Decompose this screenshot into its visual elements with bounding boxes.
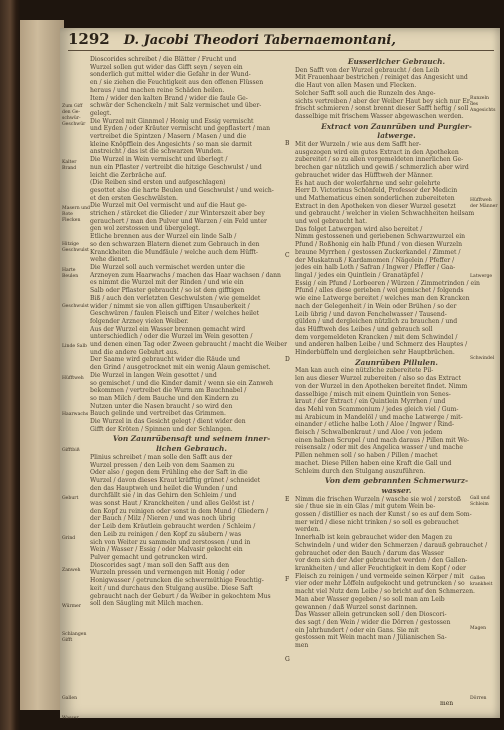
text-line: Honigwasser / getruncken die schwermüthige Feuchtig- [90, 577, 264, 585]
text-line: frischt schmieren / sonst brennt dieser Safft heftig / soll [295, 105, 469, 113]
text-line: Schwindeln / und wider den Schmerzen / darauß gebrauchet / [295, 541, 488, 549]
text-line: Nimm gestossenen und geriebenen Schwarzwurzel ein [295, 233, 466, 241]
section-heading: Von Zaunrübensaft und seinem inner- [112, 434, 271, 444]
text-line: Aus der Wurzel ein Wasser brennen gemacht wird [90, 325, 246, 333]
page-header [68, 30, 494, 52]
text-line: Den Safft von der Wurzel gebraucht / den Leib [295, 66, 440, 74]
text-line: Mit Frauenhaar bestrichen / reiniget das Angesicht und [295, 74, 468, 82]
margin-note: Wasser [62, 716, 79, 721]
text-line: soll den Säugling mit Milch machen. [90, 600, 204, 608]
text-line: nun ein Pflaster / vertreibt die hitzige Geschwulst / und [90, 163, 262, 171]
text-line: unterschiedlich / oder die Wurzel im Wein gesotten / [90, 333, 253, 341]
text-line: wie eine Latwerge bereitet / welches man den Krancken [295, 295, 470, 303]
section-heading: Von dem gebrannten Schmerwurz- [324, 476, 469, 486]
text-line: werden. [295, 526, 321, 534]
text-line: Oder also / gegen dem Frühling ehe der Saft in die [90, 469, 248, 477]
text-line: wider / nimmt sie von allen gifftigen Unsauberkeit / [90, 302, 250, 310]
text-line: Der Saame wird gebraucht wider die Räude und [90, 356, 241, 364]
text-line: machet. Diese Pillen haben eine Kraft die Gall und [295, 459, 452, 467]
text-line: Item / wider den kalten Brand / wider die faule Ge- [90, 94, 248, 102]
section-heading: Zaunrüben Pillulen. [355, 357, 438, 367]
text-line: sichts vertreiben / aber der Weiber Haut bey sich nur Er- [295, 97, 472, 105]
text-line: Salb oder Pflaster gebraucht / so ist dem gifftigen [90, 287, 245, 295]
text-line: Die Wurzel in Wein vermischt und überlegt / [90, 156, 228, 164]
margin-note: Zum Giff den Ge-schwür-Geschwür [62, 104, 86, 127]
text-line: Die Wurzel soll auch vermischet werden unter die [90, 263, 245, 271]
margin-note: Dörren [470, 696, 487, 701]
text-line: und Mathematicus einen sonderlichen zubereiteten [295, 194, 455, 202]
text-line: lingal / jedes ein Quintlein / Granatäpfel / [295, 271, 424, 279]
text-line: Plinius schreibet / man solle den Safft aus der [90, 453, 233, 461]
margin-note: Geschwulst [62, 304, 89, 309]
margin-note: Gallen [62, 696, 78, 701]
text-line: kraut / der Extract / ein Quintlein Myrrhen / und [295, 398, 446, 406]
text-line: Geschwüren / faulen Fleisch und Eiter / welches heilet [90, 310, 260, 318]
margin-note: Linde Salb [62, 344, 87, 349]
text-line: anstreicht / das ist die schwarzen Wunden. [90, 148, 223, 156]
text-line: Wurzel sollen gut wider das Gifft seyn / seyen ein [90, 63, 243, 71]
margin-note: Hitzige Geschwulst [62, 242, 89, 253]
margin-note: Gall und Schleim [470, 496, 490, 507]
text-line: Leib übrig / und davon Fenchelwasser / Tausend- [295, 310, 447, 318]
text-line: folgender Arzney vielen Weiber. [90, 317, 189, 325]
margin-note: Gifftbiß [62, 448, 80, 453]
margin-note: Magen [470, 626, 487, 631]
text-line: Biß / auch den verletzten Geschwulsten / wie gemeldet [90, 294, 261, 302]
text-line: Man kan auch eine nützliche zubereitete Pil- [295, 367, 434, 375]
text-line: keit / und durchaus den Stulgang ausübe. Diese Saft [90, 584, 253, 592]
text-line: dasselbige / misch mit einem Quintlein von Senes- [295, 390, 451, 398]
margin-note: Runzeln des Angesichts [470, 96, 496, 113]
text-line: Wurzel / davon dieses Kraut kräfftig grünet / schneidet [90, 476, 261, 484]
text-line: und Eyden / oder Kräuter vermischt und gepflastert / man [90, 125, 271, 133]
text-line: Die Wurzel mit Oel vermischt und auf die Haut ge- [90, 202, 247, 210]
text-line: Dioscorides schreibet / die Blätter / Frucht und [90, 56, 237, 63]
margin-note: Harte Beulen [62, 268, 79, 279]
text-line: gestossen mit Wein macht man / Jülianischen Sa- [295, 634, 447, 642]
text-line: reisensalz / oder mit des Angelica wasser / und mache [295, 444, 463, 452]
text-line: zubereitet / so zu allen vorgemeldeten innerlichen Ge- [295, 156, 464, 164]
text-line: et den ersten Geschwülsten. [90, 194, 178, 202]
text-line: das Hüfftweh des Leibes / und gebrauch soll [295, 325, 433, 333]
gutter-letter: G [285, 656, 290, 663]
text-line: Pfund / alles diese gerieben / wol gemischet / folgends [295, 287, 464, 295]
text-line: ausgezogen wird ein gutes Extract in den Apotheken [295, 148, 459, 156]
text-line: den Grind / ausgetrocknet mit ein wenig Alaun gemischet. [90, 364, 271, 372]
text-line: heraus / und machen reine Schäden heilen. [90, 86, 225, 94]
section-heading: lichen Gebrauch. [156, 444, 227, 454]
right-text-column [295, 56, 498, 650]
text-line: Wein / Wasser / Essig / oder Malvasir gekocht ein [90, 546, 243, 554]
header-rule [68, 50, 494, 51]
margin-note: Hüfftweh [62, 376, 84, 381]
margin-note: Schlangen Gifft [62, 632, 87, 643]
text-line: vertreibet die Spintzen / Masern / Masen / und die [90, 133, 247, 141]
text-line: Wurzel pressen / den Leib von dem Saamen zu [90, 461, 235, 469]
text-line: Nimm die frischen Wurzeln / wasche sie wol / zerstoß [295, 495, 461, 503]
text-line: so man Milch / dem Bauche und den Kindern zu [90, 394, 239, 402]
text-line: Die Wurzel in langen Wein gesottet / und [90, 371, 217, 379]
text-line: und wol gebraucht hat. [295, 218, 368, 226]
text-line: Essig / ein Pfund / Lorbeeren / Würzen / Zimmetrinden / ein [295, 279, 480, 287]
text-line: gelegt. [90, 109, 112, 117]
margin-note: Würmer [62, 604, 81, 609]
text-line: mi Arabicum in Mandelöl / und mache Latwerge / mit- [295, 413, 463, 421]
text-line: so gemischet / und die Kinder damit / wenn sie ein Zanweh [90, 379, 274, 387]
text-line: den Leib zu reinigen / den Kopf zu säubern / was [90, 530, 242, 538]
text-line: men [295, 642, 309, 650]
page-edges [20, 20, 64, 710]
text-line: gebraucht nach der Geburt / da Weiber in gekochtem Mus [90, 592, 271, 600]
text-line: einander / etliche halbe Loth / Aloe / Ingwer / Rind- [295, 421, 455, 429]
text-line: Die Wurzel in das Gesicht gelegt / dient wider den [90, 418, 246, 426]
text-line: und gebraucht / welcher in vielen Schwachheiten heilsam [295, 210, 475, 218]
section-heading: latwerge. [377, 131, 416, 141]
text-line: was sonst Haut / Kranckheiten / und alles Gelöst ist / [90, 500, 254, 508]
text-line: der Muskatnuß / Kardamomen / Nägelein / Pfeffer / [295, 256, 455, 264]
text-line: Gifft der Kröten / Spinnen und der Schlangen. [90, 425, 233, 433]
text-line: und anderen halben Leibe / und Schmerz des Hauptes / [295, 341, 468, 349]
text-line: durchfällt sie / in das Gehirn den Schleim / und [90, 492, 237, 500]
margin-note: Haarwachs [62, 412, 89, 417]
text-line: Etliche brennen aus der Wurzel ein linde Salb / [90, 233, 237, 241]
text-line: Bauch gelinde und vertreibet das Grimmen. [90, 410, 226, 418]
text-line: fleisch / Schwalbenkraut / und Aloe / von jedem [295, 429, 443, 437]
text-line: en / sie ziehen die Feuchtigkeit aus den offenen Flüssen [90, 79, 264, 87]
margin-note: Schwindel [470, 356, 495, 361]
text-line: jedes ein halb Loth / Safran / Ingwer / Pfeffer / Gaa- [295, 264, 456, 272]
catchword: men [440, 700, 454, 707]
text-line: des sagt / den Wein / wider die Dörren / gestossen [295, 618, 451, 626]
gutter-letter: F [285, 576, 290, 583]
page-number: 1292 [68, 30, 110, 48]
text-line: gebrauchet oder den Bauch / darum das Wasser [295, 549, 444, 557]
text-line: kleine Knöpfflein des Angesichts / so man sie darmit [90, 140, 252, 148]
text-line: das Mehl von Scammonium / jedes gleich viel / Gum- [295, 405, 459, 413]
text-line: (Die Reiben sind ersten und aufgeschlagen) [90, 179, 226, 187]
text-line: sonderlich gut mittel wider die Gefahr in der Wund- [90, 71, 251, 79]
text-line: Hinderbüffeln und dergleichen sehr Hauptbrüchen. [295, 349, 455, 357]
text-line: den Kopf zu reinigen oder sonst in dem Mund / Gliedern / [90, 507, 269, 515]
text-line: bekommen / vertreibet die Wurm am Bauchnabel / [90, 387, 247, 395]
text-line: brechen gar nützlich und gewiß / schmerzlich aber wird [295, 164, 469, 172]
text-line: macht viel Nutz dem Leibe / so bricht auf den Schmerzen. [295, 588, 475, 596]
text-line: dem vorgemeldeten Krancken / mit dem Schwindel / [295, 333, 458, 341]
text-line: gossen / distillier es nach der Kunst / so es auf dem Som- [295, 511, 472, 519]
text-line: sie / thue sie in ein Glas / mit gutem Wein be- [295, 503, 436, 511]
text-line: der Bauch / Milz / Nieren / und was noch übrig [90, 515, 236, 523]
text-line: einen halben Scrupel / und mach daraus / Pillen mit We- [295, 436, 470, 444]
text-line: Kranckheiten die Mundfäule / welche auch dem Hüfft- [90, 248, 258, 256]
section-heading: wasser. [381, 485, 412, 495]
text-line: leicht die Zerbräche auf. [90, 171, 167, 179]
gutter-letter: E [285, 496, 290, 503]
text-line: Pillen nehmen soll / so haben / Pillen / machet [295, 452, 438, 460]
margin-note: Gallen krankheit [470, 576, 493, 587]
margin-note: Grind [62, 536, 76, 541]
text-line: Die Wurzel mit Ginnmel / Honig und Essig vermischt [90, 117, 254, 125]
text-line: dasselbige mit frischem Wasser abgewaschen werden. [295, 112, 464, 120]
text-line: gerauchert / man den Pulver und Warzen / ein Feld unter [90, 217, 267, 225]
text-line: Pulver gemacht und getruncken wird. [90, 554, 208, 561]
margin-note: Geburt [62, 496, 79, 501]
text-line: vor dem sich der Ader gebrauchet werden / den Gallen- [295, 557, 468, 565]
text-line: nach der Gelegenheit / in Wein oder Brühen / so der [295, 302, 457, 310]
text-line: es nimmt die Wurzel mit der Rinden / und wie ein [90, 279, 244, 287]
margin-note: Zanweh [62, 568, 81, 573]
text-line: schwär der Schenckeln / mit Salz vermischet und über- [90, 102, 262, 110]
text-line: Man aber Wasser gegeben / so soll man am Leib [295, 595, 445, 603]
text-line: gesottet also die harte Beulen und Geschwulst / und weich- [90, 186, 274, 194]
text-line: Das folget Latwergen wird also bereitet / [295, 225, 423, 233]
text-line: Es hat auch der wolerfahrne und sehr gelehrte [295, 179, 441, 187]
text-line: Innerhalb ist kein gebrauchet wider den Magen zu [295, 534, 453, 542]
text-line: len aus dieser Wurzel zubereiten / also so das Extract [295, 375, 462, 383]
text-line: vier oder mehr Löffeln aufgekocht und getruncken / so [295, 580, 465, 588]
text-line: Solcher Safft soll auch die Runzeln des Ange- [295, 89, 436, 97]
book-page [60, 28, 500, 721]
text-line: den das Hauptweh und heilet die Wunden / und [90, 484, 238, 492]
text-line: Mit der Wurzeln / wie aus dem Safft her- [295, 141, 421, 149]
section-heading: Extract von Zaunrüben und Purgier- [321, 121, 472, 131]
gutter-letter: C [285, 252, 290, 259]
text-line: so den schwarzen Blatern dienet zum Gebrauch in den [90, 240, 260, 248]
text-line: gebrauchet wider das Hüfftweh der Männer. [295, 171, 433, 179]
text-line: und die andere Gebuhrt aus. [90, 348, 179, 356]
gutter-letter: D [285, 356, 290, 363]
left-text-column [90, 56, 293, 608]
text-line: Herr D. Victorinus Schönfeld, Professor der Medicin [295, 187, 458, 195]
text-line: von der Wurzel in den Apotheken bereitet findet. Nimm [295, 382, 468, 390]
text-line: Nutzen unter die Nasen braucht / so wird den [90, 402, 233, 410]
margin-note: Masern und Rote Flecken [62, 206, 90, 223]
text-line: strichen / stärcket die Glieder / zur Winterszeit aber bey [90, 210, 265, 218]
text-line: gülden / und dergleichen nützlich zu brauchen / und [295, 318, 458, 326]
text-line: gen wol zerstossen und übergelegt. [90, 225, 201, 233]
text-line: ein Jahrhundert / oder ein Gans. Sie mit [295, 626, 419, 634]
text-line: Fleisch zu reinigen / und vermeide seinen Körper / mit [295, 572, 464, 580]
text-line: krankheiten / und aller Feuchtigkeit in dem Kopf / oder [295, 565, 466, 572]
text-line: braune Myrrhen / gestossen Zuckerkandel / Zimmet / [295, 248, 461, 256]
section-heading: Eusserlicher Gebrauch. [347, 57, 446, 66]
running-title: D. Jacobi Theodori Tabernaemontani, [123, 33, 396, 48]
text-line: Dioscorides sagt / man soll den Safft aus den [90, 561, 230, 569]
text-line: der Leib dem Kräutlein gebraucht werden / Schleim / [90, 523, 256, 531]
text-line: Arzneyen zum Haarwachs / machen das Haar wachsen / dann [90, 271, 281, 279]
text-line: wehe dienet. [90, 256, 130, 264]
text-line: die Haut von allen Masen und Flecken. [295, 82, 417, 90]
margin-note: Latwerge [470, 274, 493, 279]
gutter-letter: B [285, 140, 290, 147]
text-line: und denen einen Tag oder Zween gebraucht / macht die Weiber [90, 341, 288, 349]
text-line: sich von Weiter zu sammeln und zerstossen / und in [90, 538, 251, 546]
text-line: gewannen / daß Wurzel sonst darinnen. [295, 603, 418, 611]
text-line: Pfund / Roßhonig ein halb Pfund / von diesen Wurzeln [295, 241, 463, 249]
text-line: Schleim durch den Stulgang auszuführen. [295, 467, 426, 475]
text-line: Das Wasser allein getruncken soll / den Dioscori- [295, 611, 447, 619]
text-line: Extract in den Apotheken von dieser Wurzel gesetzt [295, 202, 456, 210]
margin-note: Hüfftweh der Männer [470, 198, 498, 209]
text-line: Wurzeln pressen und vermengen mit Honig / oder [90, 569, 245, 577]
margin-note: Kalter Brand [62, 160, 77, 171]
text-line: mer wird / diese nicht trinken / so soll es gebrauchet [295, 518, 459, 526]
